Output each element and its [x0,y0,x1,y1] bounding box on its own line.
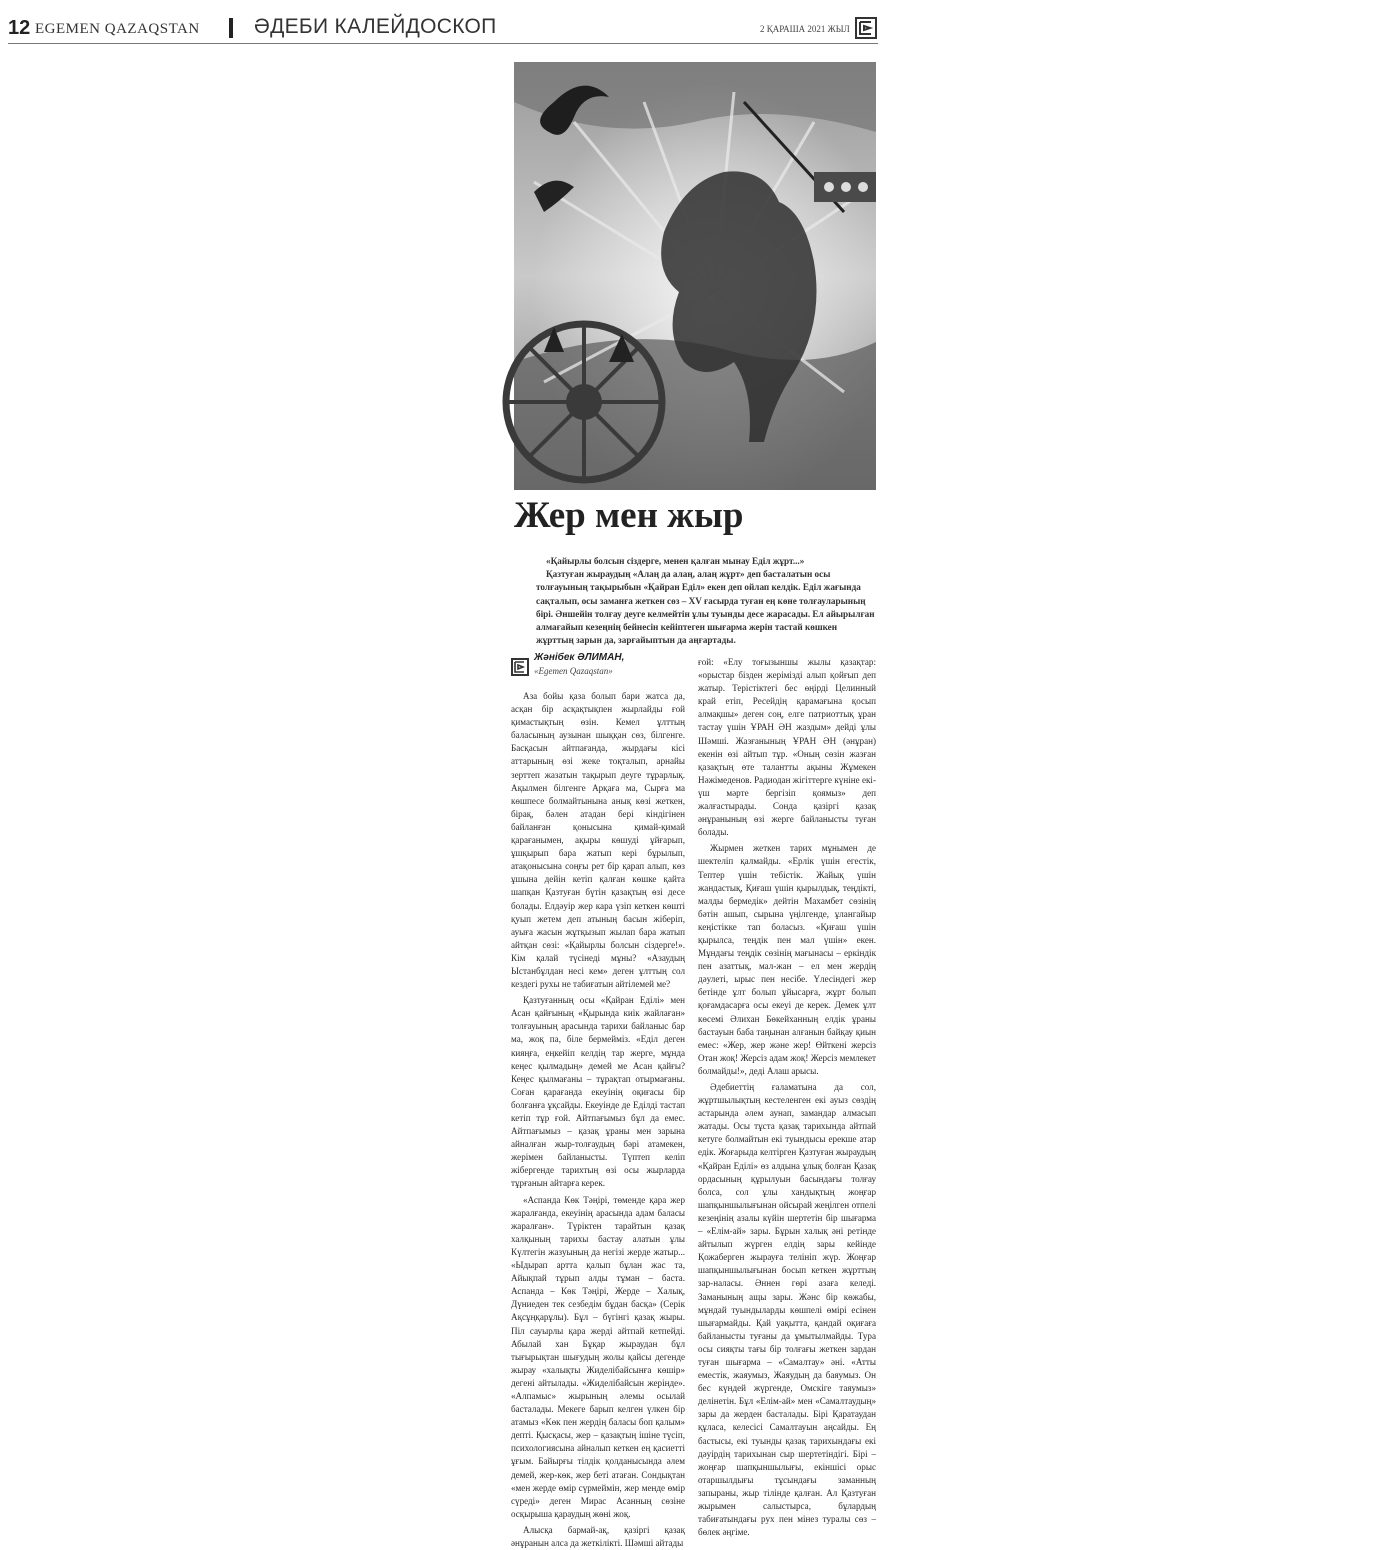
author-name: Жәнібек ӘЛИМАН, [534,652,625,663]
photo-credit: Коллажды жасаған Амангелді ҚИЯС, «EQ» [1374,412,1381,552]
body-paragraph: ғой: «Елу тоғызыншы жылы қазақтар: «орыстар бізден жерімізді алып қойғып деп жатыр. Терістіктегі бес өңірді Целинный край етіп, Ресейдің қарамағына қосып алмақшы» деген соң, елге патриоттық ұран тастау үшін ҰРАН ӘН жаздым» дейді ұлы Шәмші. Жазғанының ҰРАН ӘН (әнұран) екенін өзі айтып тұр. «Оның сөзін жазған қазақтың өте талантты ақыны Жұмекен Нәжімеденов. Радиодан жігіттерге күніне екі-үш мәрте бергізіп қоямыз» деп жалғастырады. Сонда қазіргі қазақ әнұранының өзі жерге байланысты туған болады. [698,657,876,838]
newspaper-name: EGEMEN QAZAQSTAN [35,21,200,37]
page-header [0,0,884,44]
body-paragraph: Қазтуғанның осы «Қайран Еділі» мен Асан қайғының «Қырында киік жайлаған» толғауының арасында тарихи байланыс бар ма, жоқ па, біле бермейміз. «Еділ деген кияңға, еңкейіп келдің тар жерге, мұнда кеңес қылмадың» демей ме Асан қайғы? Кеңес қылмағаны – тұрақтап отырмағаны. Соған қарағанда екеуінің оқиғасы бір болғанға ұқсайды. Екеуінде де Еділді тастап кетіп тұр ғой. Айтпағымыз бұл да емес. Айтпағымыз – қазақ ұраны мен зарына айналған жыр-толғаудың бәрі атамекен, жерімен байланысты. Түптеп келіп жібергенде тарихтың өзі осы жырларда тұрғанын айтарға керек. [511,995,685,1189]
page-number: 12 [8,17,31,39]
article-column-1 [511,690,685,1548]
lead-paragraph: Қазтуған жыраудың «Алаң да алаң, алаң жұрт» деп басталатын осы толғауының тақырыбын «Қайран Еділ» екен деп ойлап келдік. Еділ жағында сақталып, осы заманға жеткен сөз – ХV ғасырда туған ең көне толғауларының бірі. Әншейін толғау деуге келмейтін ұлы туынды десе жарасады. Ел айырылған алмағайып кезеңнің бейнесін кейіптеген шығарма жерін тастай көшкен жұрттың зарын да, зарғайыптын да аңғартады. [536,569,875,646]
header-rule [8,43,878,44]
body-paragraph: Алысқа бармай-ақ, қазіргі қазақ әнұранын алса да жеткілікті. Шәмші айтады [511,1524,685,1548]
article-column-2 [698,656,876,1538]
author-affiliation: «Egemen Qazaqstan» [534,666,613,676]
body-paragraph: Аза бойы қаза болып бари жатса да, асқан бір асқақтықпен жырлайды ғой қимастықтың өзін. Кемел ұлттың баласының аузынан шыққан сөз, білгенге. Басқасын айтпағанда, жырдағы кісі аттарының өзі жеке тоқталып, арнайы зерттеп жазатын тақырып деуге тұрарлық. Ақылмен білгенге Арқаға ма, Сырға ма көшпесе болмайтынына анық көзі жеткен, бірақ, бәлен атадан бері кіндігінен байланған қонысына қимай-қимай қарағанымен, ақыры көшуді ұйғарып, ұшқырып бара жатып кері бұрылып, атақонысына соңғы рет бір қарап алып, көз ұшына дейін кетіп қалған көшке қайта шапқан Қазтуған бүтін қазақтың өзі десе болады. Елдәуір жер кара үзіп кеткен көшті қуып жетем деп атының басын жіберіп, ауыға жасын жұтқызып жылап бара жатып айтқан сөзі: «Қайырлы болсын сіздерге!». Кім қалай түсінеді мұны? «Азаудың Ыстанбұлдан несі кем» деген ұлттың сол кездегі рухы не табиғатын айтілемей ме? [511,691,685,990]
body-paragraph: Жырмен жеткен тарих мұнымен де шектеліп қалмайды. «Ерлік үшін егестік, Тептер үшін тебістік. Жайық үшін жандастық, Қиғаш үшін қырылдық, теңдікті, малды бермедік» дейтін Махамбет сөзінің бәтін ашып, сырына үңілгенде, ұлангайыр кеңістікке тап боласыз. «Қиғаш үшін қырылса, теңдік пен мал үшін» екен. Мұндағы теңдік сөзінің мағынасы – еркіндік пен азаттық, мал-жан – ел мен жердің дәулеті, ырыс пен несібе. Үлесіндегі жер бетінде ұлт болып ұйысарға, жұрт болып қоғамдасарға осы екеуі де керек. Демек ұлт көсемі Әлихан Бөкейханның елдік ұраны бастауын баба таңынан алғанын байқау қиын емес: «Жер, жер және жер! Өйткені жерсіз Отан жоқ! Жерсіз адам жоқ! Жерсіз мемлекет болмайды!», деді Алаш арысы. [698,843,876,1076]
body-paragraph: «Аспанда Көк Тәңірі, төменде қара жер жаралғанда, екеуінің арасында адам баласы жаралған». Түріктен тарайтын қазақ халқының тарихы бастау алатын ұлы Күлтегін жазуының да негізі жерде жатыр... «Ыдырап артта қалып бұлан жас та, Айықпай тұрып алды тұман – баста. Аспанда – Көк Тәңірі, Жерде – Халық, Дүниеден тек сезбедім бұдан басқа» (Серік Ақсұңқарұлы). Бұл – бүгінгі қазақ жыры. Піл сауырлы қара жерді айтпай кетпейді. Абылай хан Бұқар жыраудан бұл тығырықтан шығудың жолы қайсы дегенде жырау «халықты Жиделібайсынға көшір» дегені айтылады. «Жиделібайсын жерінде». «Алпамыс» жырының әлемы осылай басталады. Мекеге барып келген үлкен бір атамыз «Көк пен жердің баласы боп қалым» депті. Қысқасы, жер – қазақтың ішіне түсіп, психологиясына айналып кеткен ең қасиетті ұғым. Байырғы тілдік қолданысында әлем демей, жер-көк, жер беті атаған. Сондықтан «мен жерде өмір сүрмеймін, жер менде өмір сүреді» деген Мирас Асанның сөзіне осқырыша қараудың жөні жоқ. [511,1194,685,1519]
header-divider [229,18,233,38]
article-title: Жер мен жыр [514,495,744,536]
byline [511,652,691,682]
section-title: ӘДЕБИ КАЛЕЙДОСКОП [254,15,497,38]
newspaper-logo-icon [511,658,529,676]
body-paragraph: Әдебиеттің ғаламатына да сол, жұртшылықтың кестеленген екі ауыз сөздің астарында әлем аунап, замандар алмасып жатады. Осы тұста қазақ тарихында айтпай кетуге болмайтын екі туындысы ерекше атар едік. Жоғарыда келтірген Қазтуған жыраудың «Қайран Еділі» өз алдына ұлық болған Қазақ ордасының құрылуын басындағы толғау болса, сол ұлы хандықтың жоңғар шапқыншылығынан ойсырай жеңілген отпелі кезеңінің азалы күйін шертетін бір шығарма – «Елім-ай» зары. Бұрын халық әні ретінде айтылып жүрген елдің зары кейінде Қожаберген жырауға телініп жүр. Жоңғар шапқыншылығынан босып кеткен жұрттың зар-наласы. Әннен гөрі азаға келеді. Заманының ащы зары. Жәнс бір көжабы, мұндай туындыларды көшпелі өмірі есінен шығармайды. Қай уақытта, қандай оқиғаға байланысты туғаны да ұмытылмайды. Тура осы сияқты тағы бір толғағы жеткен зардан туған шығарма – «Самалтау» әні. «Атты еместік, жаяумыз, Жаяудың да баяумыз. Он бес күндей жүргенде, Омскіге таяумыз» делінетін. Бұл «Елім-ай» мен «Самалтаудың» зары да жерден басталады. Бірі Қаратаудан құласа, келесісі Самалтауын аңсайды. Ең бастысы, екі туынды қазақ тарихындағы екі дәуірдің тарихынан сыр шертетіндігі. Бірі – жоңғар шапқыншылығы, екіншісі орыс отаршылдығы тұсындағы заманның запыраны, жыр тілінде қалған. Ал Қазтуған жырымен салыстырса, бұлардың табиғатындағы рух пен мінез туралы сөз – бөлек әңгіме. [698,1082,876,1538]
lead-epigraph: «Қайырлы болсын сіздерге, менен қалған мынау Еділ жұрт...» [546,556,805,566]
newspaper-logo-icon [855,17,877,39]
issue-date: 2 ҚАРАША 2021 ЖЫЛ [760,24,850,34]
article-lead [536,555,876,647]
